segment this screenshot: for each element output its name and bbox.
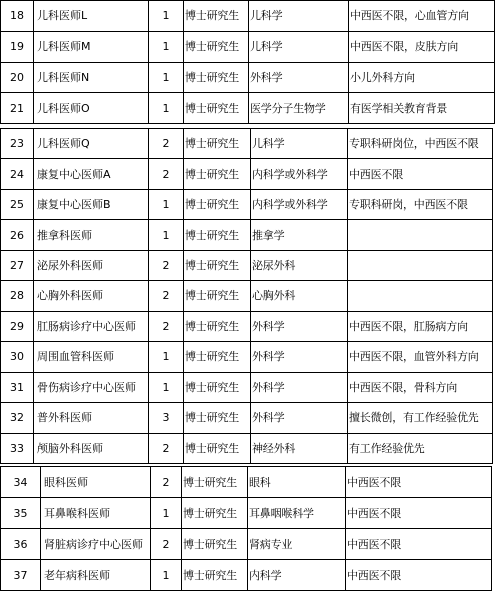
major-requirement-cell: 心胸外科	[251, 281, 348, 311]
row-number-cell: 24	[1, 159, 34, 189]
position-name-cell: 颅脑外科医师	[34, 433, 149, 463]
degree-requirement-cell: 博士研究生	[184, 403, 251, 433]
other-requirement-cell: 中西医不限，血管外科方向	[348, 342, 493, 372]
position-name-cell: 眼科医师	[41, 467, 151, 498]
headcount-cell: 1	[149, 93, 184, 124]
other-requirement-cell: 中西医不限	[348, 159, 493, 189]
degree-requirement-cell: 博士研究生	[184, 1, 249, 32]
major-requirement-cell: 外科学	[251, 403, 348, 433]
degree-requirement-cell: 博士研究生	[184, 311, 251, 341]
table-body	[1, 129, 493, 464]
headcount-cell: 2	[149, 311, 184, 341]
headcount-cell: 2	[149, 281, 184, 311]
row-number-cell: 19	[1, 31, 34, 62]
major-requirement-cell: 儿科学	[251, 129, 348, 159]
table-row	[1, 159, 493, 189]
position-name-cell: 肾脏病诊疗中心医师	[41, 529, 151, 560]
position-name-cell: 普外科医师	[34, 403, 149, 433]
position-name-cell: 儿科医师O	[34, 93, 149, 124]
other-requirement-cell	[348, 281, 493, 311]
major-requirement-cell: 外科学	[249, 62, 349, 93]
table-section-3	[0, 466, 491, 591]
degree-requirement-cell: 博士研究生	[182, 529, 248, 560]
position-name-cell: 泌尿外科医师	[34, 250, 149, 280]
row-number-cell: 21	[1, 93, 34, 124]
table-row	[1, 372, 493, 402]
position-name-cell: 老年病科医师	[41, 560, 151, 591]
degree-requirement-cell: 博士研究生	[184, 93, 249, 124]
headcount-cell: 1	[151, 498, 182, 529]
degree-requirement-cell: 博士研究生	[182, 498, 248, 529]
headcount-cell: 1	[149, 342, 184, 372]
table-row	[1, 1, 495, 32]
other-requirement-cell: 中西医不限	[346, 529, 492, 560]
position-name-cell: 周围血管科医师	[34, 342, 149, 372]
degree-requirement-cell: 博士研究生	[184, 62, 249, 93]
table-row	[1, 31, 495, 62]
row-number-cell: 34	[1, 467, 41, 498]
table-row	[1, 281, 493, 311]
row-number-cell: 27	[1, 250, 34, 280]
degree-requirement-cell: 博士研究生	[184, 31, 249, 62]
degree-requirement-cell: 博士研究生	[184, 281, 251, 311]
row-number-cell: 33	[1, 433, 34, 463]
other-requirement-cell: 专职科研岗位，中西医不限	[348, 129, 493, 159]
position-name-cell: 骨伤病诊疗中心医师	[34, 372, 149, 402]
major-requirement-cell: 外科学	[251, 342, 348, 372]
degree-requirement-cell: 博士研究生	[184, 433, 251, 463]
other-requirement-cell: 中西医不限	[346, 560, 492, 591]
table-row	[1, 529, 492, 560]
row-number-cell: 32	[1, 403, 34, 433]
table-section-1	[0, 0, 494, 124]
degree-requirement-cell: 博士研究生	[184, 372, 251, 402]
table-body	[1, 1, 495, 124]
headcount-cell: 1	[149, 372, 184, 402]
table-row	[1, 250, 493, 280]
table-section-2	[0, 128, 492, 464]
major-requirement-cell: 儿科学	[249, 31, 349, 62]
major-requirement-cell: 内科学或外科学	[251, 159, 348, 189]
table-row	[1, 498, 492, 529]
row-number-cell: 36	[1, 529, 41, 560]
degree-requirement-cell: 博士研究生	[184, 159, 251, 189]
other-requirement-cell: 专职科研岗，中西医不限	[348, 189, 493, 219]
table-row	[1, 311, 493, 341]
position-name-cell: 儿科医师L	[34, 1, 149, 32]
major-requirement-cell: 推拿学	[251, 220, 348, 250]
major-requirement-cell: 眼科	[248, 467, 346, 498]
major-requirement-cell: 外科学	[251, 372, 348, 402]
table-row	[1, 220, 493, 250]
headcount-cell: 1	[151, 560, 182, 591]
headcount-cell: 2	[149, 250, 184, 280]
position-name-cell: 康复中心医师A	[34, 159, 149, 189]
recruitment-table	[0, 128, 493, 464]
other-requirement-cell: 中西医不限，骨科方向	[348, 372, 493, 402]
major-requirement-cell: 耳鼻咽喉科学	[248, 498, 346, 529]
degree-requirement-cell: 博士研究生	[184, 250, 251, 280]
row-number-cell: 30	[1, 342, 34, 372]
position-name-cell: 心胸外科医师	[34, 281, 149, 311]
headcount-cell: 1	[149, 31, 184, 62]
degree-requirement-cell: 博士研究生	[182, 467, 248, 498]
row-number-cell: 26	[1, 220, 34, 250]
position-name-cell: 肛肠病诊疗中心医师	[34, 311, 149, 341]
recruitment-table	[0, 466, 492, 591]
major-requirement-cell: 医学分子生物学	[249, 93, 349, 124]
degree-requirement-cell: 博士研究生	[184, 129, 251, 159]
table-row	[1, 62, 495, 93]
recruitment-table	[0, 0, 495, 124]
row-number-cell: 29	[1, 311, 34, 341]
table-row	[1, 93, 495, 124]
row-number-cell: 28	[1, 281, 34, 311]
headcount-cell: 2	[149, 129, 184, 159]
row-number-cell: 35	[1, 498, 41, 529]
headcount-cell: 1	[149, 62, 184, 93]
major-requirement-cell: 肾病专业	[248, 529, 346, 560]
headcount-cell: 1	[149, 1, 184, 32]
degree-requirement-cell: 博士研究生	[184, 220, 251, 250]
table-row	[1, 342, 493, 372]
degree-requirement-cell: 博士研究生	[182, 560, 248, 591]
other-requirement-cell	[348, 220, 493, 250]
headcount-cell: 1	[149, 189, 184, 219]
headcount-cell: 3	[149, 403, 184, 433]
table-row	[1, 189, 493, 219]
other-requirement-cell: 中西医不限	[346, 467, 492, 498]
table-row	[1, 403, 493, 433]
major-requirement-cell: 泌尿外科	[251, 250, 348, 280]
position-name-cell: 儿科医师N	[34, 62, 149, 93]
major-requirement-cell: 内科学或外科学	[251, 189, 348, 219]
headcount-cell: 2	[149, 159, 184, 189]
degree-requirement-cell: 博士研究生	[184, 189, 251, 219]
other-requirement-cell: 有工作经验优先	[348, 433, 493, 463]
degree-requirement-cell: 博士研究生	[184, 342, 251, 372]
position-name-cell: 推拿科医师	[34, 220, 149, 250]
position-name-cell: 耳鼻喉科医师	[41, 498, 151, 529]
other-requirement-cell: 中西医不限，肛肠病方向	[348, 311, 493, 341]
major-requirement-cell: 神经外科	[251, 433, 348, 463]
headcount-cell: 2	[149, 433, 184, 463]
row-number-cell: 23	[1, 129, 34, 159]
table-row	[1, 560, 492, 591]
row-number-cell: 31	[1, 372, 34, 402]
headcount-cell: 2	[151, 529, 182, 560]
table-row	[1, 467, 492, 498]
other-requirement-cell: 中西医不限，心血管方向	[349, 1, 495, 32]
table-row	[1, 433, 493, 463]
position-name-cell: 儿科医师M	[34, 31, 149, 62]
row-number-cell: 37	[1, 560, 41, 591]
major-requirement-cell: 儿科学	[249, 1, 349, 32]
row-number-cell: 25	[1, 189, 34, 219]
other-requirement-cell: 有医学相关教育背景	[349, 93, 495, 124]
table-row	[1, 129, 493, 159]
other-requirement-cell: 擅长微创，有工作经验优先	[348, 403, 493, 433]
other-requirement-cell: 中西医不限	[346, 498, 492, 529]
table-body	[1, 467, 492, 591]
other-requirement-cell: 中西医不限，皮肤方向	[349, 31, 495, 62]
major-requirement-cell: 外科学	[251, 311, 348, 341]
row-number-cell: 20	[1, 62, 34, 93]
position-name-cell: 儿科医师Q	[34, 129, 149, 159]
headcount-cell: 1	[149, 220, 184, 250]
headcount-cell: 2	[151, 467, 182, 498]
row-number-cell: 18	[1, 1, 34, 32]
other-requirement-cell: 小儿外科方向	[349, 62, 495, 93]
other-requirement-cell	[348, 250, 493, 280]
position-name-cell: 康复中心医师B	[34, 189, 149, 219]
major-requirement-cell: 内科学	[248, 560, 346, 591]
